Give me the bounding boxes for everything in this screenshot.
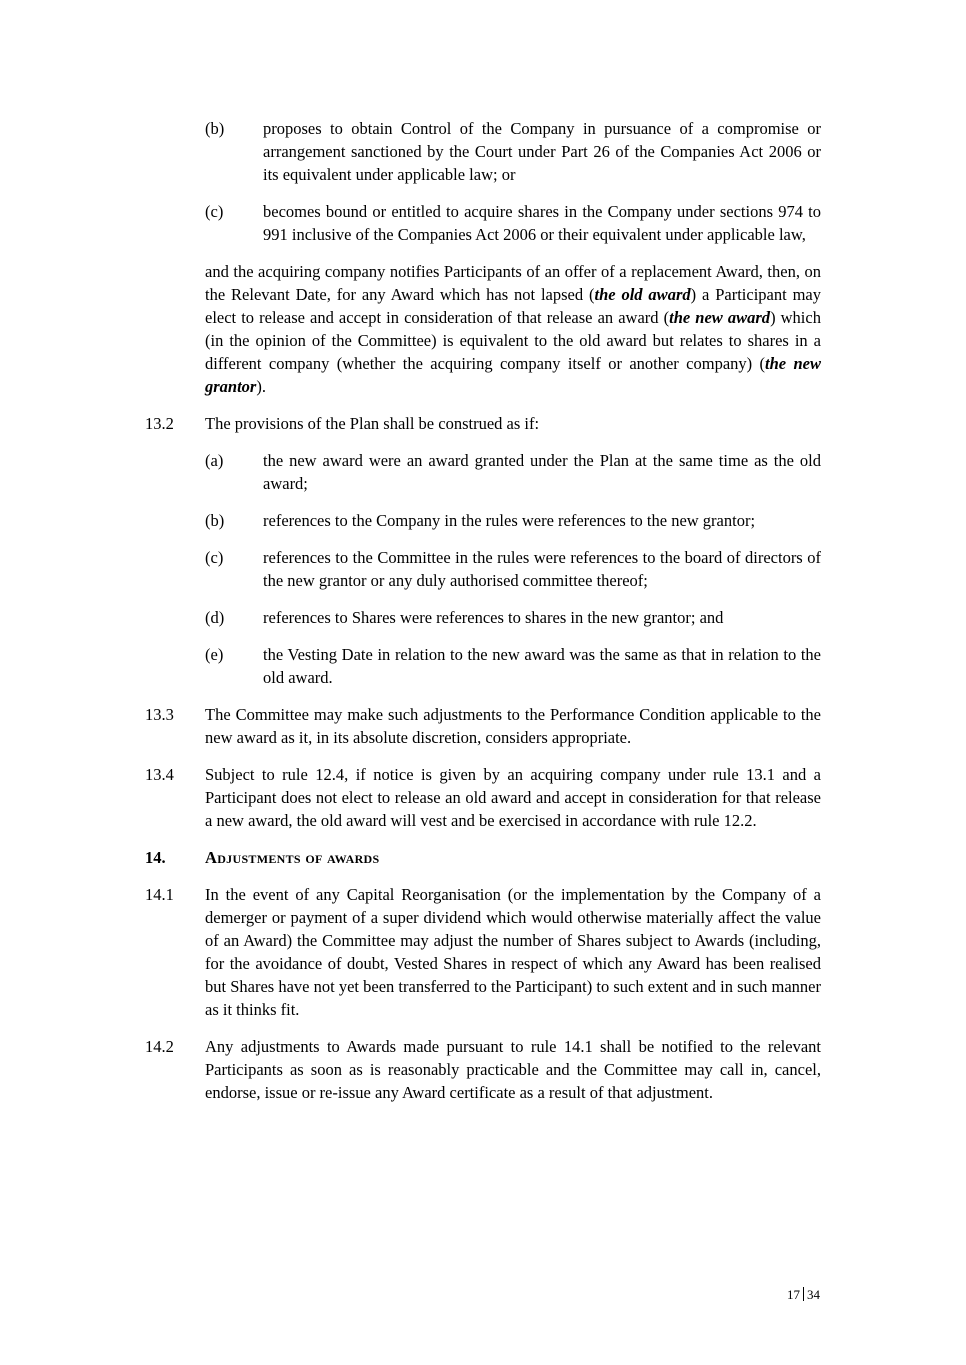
list-marker: (c) xyxy=(205,548,224,567)
clause-13-1-closing-paragraph xyxy=(145,260,821,398)
clause-text: In the event of any Capital Reorganisation (or the implementation by the Company of a demerger or payment of a super dividend which would otherwise materially affect the value of an Award) the Committee may adjust the number of Shares subject to Awards (including, for the avoidance of doubt, Vested Shares in respect of which any Award has been realised but Shares have not yet been transferred to the Participant) to such extent and in such manner as it thinks fit. xyxy=(205,885,821,1019)
clause-14-1 xyxy=(145,883,821,1021)
paragraph-segment: and the acquiring company notifies Participants of an offer of a replacement Award, then, on the Relevant Date, for any Award which has not lapsed ( xyxy=(205,262,821,304)
section-14-heading xyxy=(145,846,821,869)
clause-13-2 xyxy=(145,412,821,435)
list-marker: (e) xyxy=(205,645,224,664)
paragraph-segment: ) a Participant may elect to release and accept in consideration of that release an award ( xyxy=(205,285,821,327)
defined-term-new-grantor: the new grantor xyxy=(205,354,821,396)
section-title: Adjustments of awards xyxy=(205,848,380,867)
clause-13-1-item-b xyxy=(145,117,821,186)
clause-number: 14.1 xyxy=(145,885,174,904)
clause-13-2-item-a xyxy=(145,449,821,495)
clause-text: The Committee may make such adjustments to the Performance Condition applicable to the new award as it, in its absolute discretion, considers appropriate. xyxy=(205,705,821,747)
clause-13-2-item-b xyxy=(145,509,821,532)
list-marker: (b) xyxy=(205,119,225,138)
clause-number: 13.4 xyxy=(145,765,174,784)
page-count: 34 xyxy=(807,1287,820,1302)
clause-number: 14.2 xyxy=(145,1037,174,1056)
footer-divider xyxy=(803,1287,804,1301)
clause-text: Subject to rule 12.4, if notice is given by an acquiring company under rule 13.1 and a Participant does not elect to release an old award and accept in consideration for that release a new award, the old award will vest and be exercised in accordance with rule 12.2. xyxy=(205,765,821,830)
clause-13-2-item-d xyxy=(145,606,821,629)
list-item-text: references to the Company in the rules were references to the new grantor; xyxy=(263,511,756,530)
clause-13-2-item-c xyxy=(145,546,821,592)
list-marker: (a) xyxy=(205,451,224,470)
document-body xyxy=(145,117,821,1118)
page-number: 17 xyxy=(787,1287,800,1302)
section-number: 14. xyxy=(145,848,166,867)
page-footer xyxy=(787,1287,820,1303)
clause-number: 13.2 xyxy=(145,414,174,433)
paragraph-segment: ) which (in the opinion of the Committee) is equivalent to the old award but relates to shares in a different company (whether the acquiring company itself or another company) ( xyxy=(205,308,821,373)
clause-13-3 xyxy=(145,703,821,749)
clause-number: 13.3 xyxy=(145,705,174,724)
clause-text: The provisions of the Plan shall be construed as if: xyxy=(205,414,540,433)
list-marker: (d) xyxy=(205,608,225,627)
clause-13-1-item-c xyxy=(145,200,821,246)
clause-13-2-item-e xyxy=(145,643,821,689)
list-item-text: the new award were an award granted under the Plan at the same time as the old award; xyxy=(263,451,821,493)
list-marker: (c) xyxy=(205,202,224,221)
list-item-text: references to the Committee in the rules were references to the board of directors of the new grantor or any duly authorised committee thereof; xyxy=(263,548,821,590)
clause-14-2 xyxy=(145,1035,821,1104)
list-item-text: the Vesting Date in relation to the new award was the same as that in relation to the old award. xyxy=(263,645,821,687)
list-marker: (b) xyxy=(205,511,225,530)
list-item-text: references to Shares were references to shares in the new grantor; and xyxy=(263,608,724,627)
list-item-text: proposes to obtain Control of the Company in pursuance of a compromise or arrangement sanctioned by the Court under Part 26 of the Companies Act 2006 or its equivalent under applicable law; or xyxy=(263,119,821,184)
list-item-text: becomes bound or entitled to acquire shares in the Company under sections 974 to 991 inclusive of the Companies Act 2006 or their equivalent under applicable law, xyxy=(263,202,821,244)
clause-text: Any adjustments to Awards made pursuant to rule 14.1 shall be notified to the relevant Participants as soon as is reasonably practicable and the Committee may call in, cancel, endorse, issue or re-issue any Award certificate as a result of that adjustment. xyxy=(205,1037,821,1102)
defined-term-new-award: the new award xyxy=(669,308,771,327)
defined-term-old-award: the old award xyxy=(594,285,691,304)
paragraph-segment: ). xyxy=(256,377,266,396)
clause-13-4 xyxy=(145,763,821,832)
